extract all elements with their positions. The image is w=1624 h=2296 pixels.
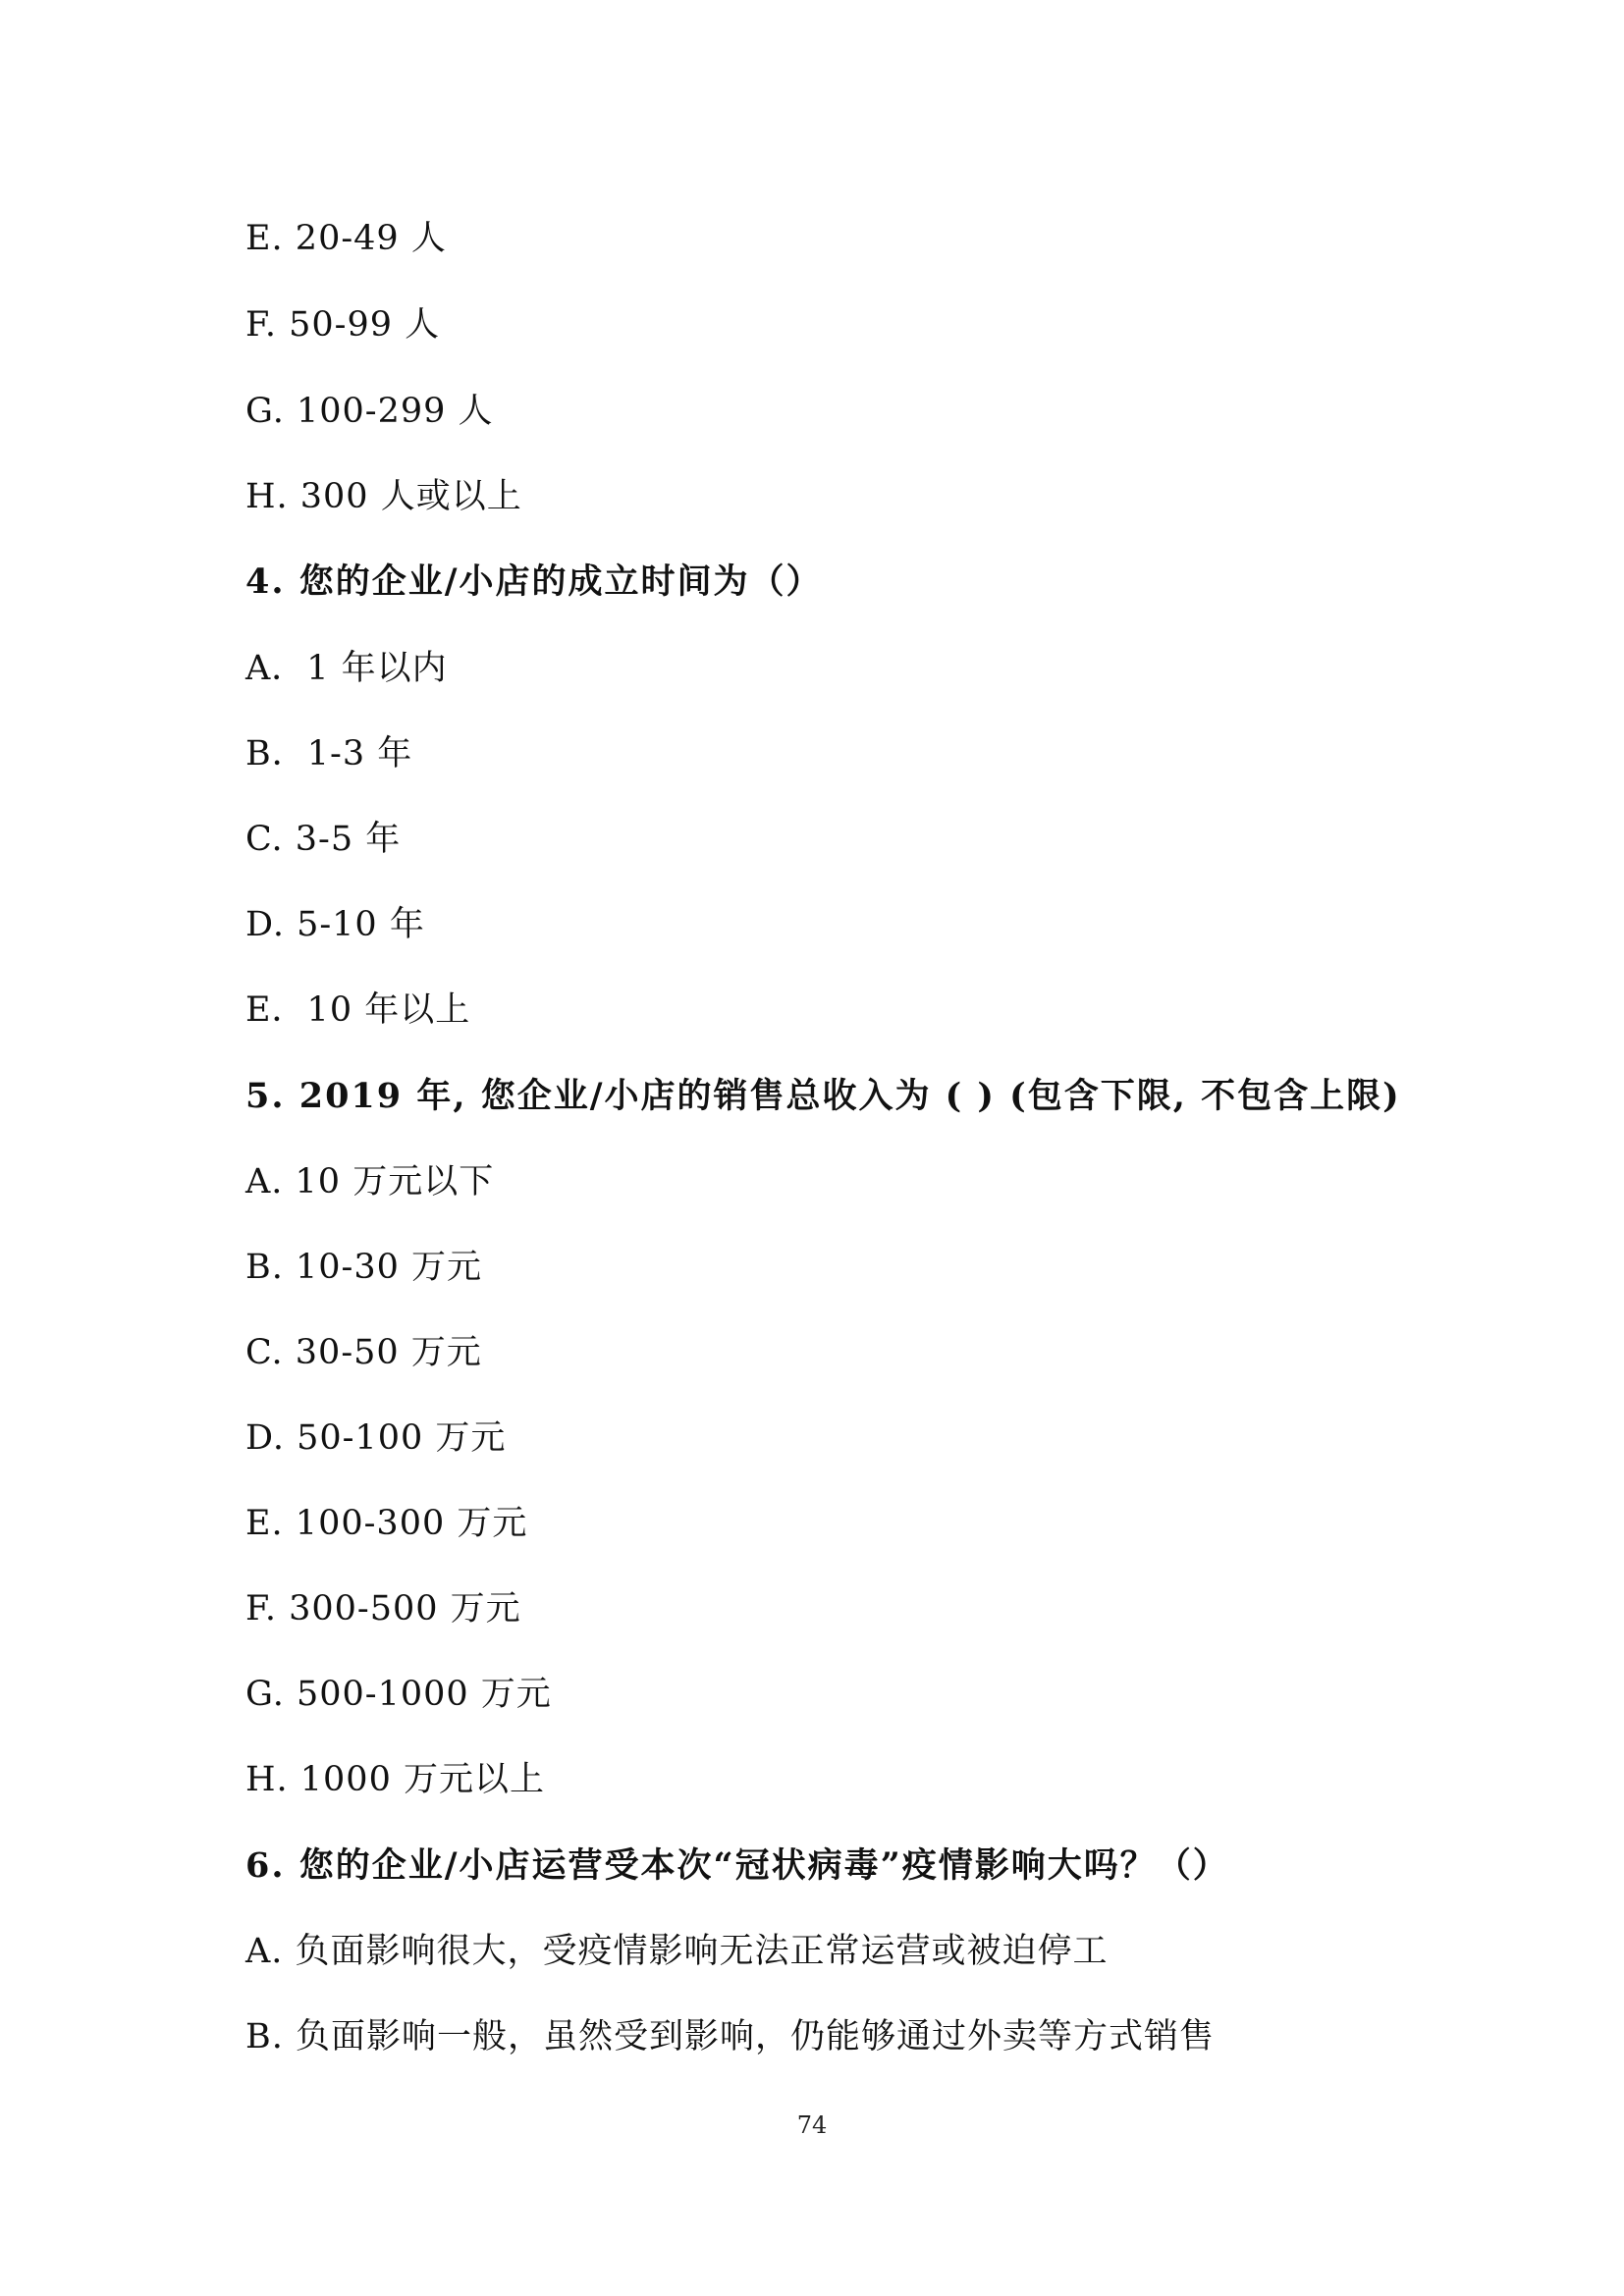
q5-option-g: G. 500-1000 万元 — [245, 1675, 552, 1714]
q5-option-a: A. 10 万元以下 — [245, 1162, 495, 1201]
q3-option-h: H. 300 人或以上 — [245, 477, 522, 516]
q6-option-a: A. 负面影响很大，受疫情影响无法正常运营或被迫停工 — [245, 1932, 1109, 1971]
q5-option-e: E. 100-300 万元 — [245, 1504, 528, 1543]
q5-option-b: B. 10-30 万元 — [245, 1248, 482, 1287]
q4-option-c: C. 3-5 年 — [245, 820, 402, 859]
q5-option-d: D. 50-100 万元 — [245, 1418, 507, 1458]
q4-option-b: B．1-3 年 — [245, 734, 413, 774]
q4-title: 4. 您的企业/小店的成立时间为（） — [245, 561, 823, 602]
q5-option-f: F. 300-500 万元 — [245, 1589, 521, 1629]
q5-option-c: C. 30-50 万元 — [245, 1333, 482, 1372]
q5-option-h: H. 1000 万元以上 — [245, 1760, 545, 1799]
q4-option-e: E．10 年以上 — [245, 990, 471, 1030]
q6-title: 6. 您的企业/小店运营受本次“冠状病毒”疫情影响大吗？（） — [245, 1845, 1229, 1886]
q3-option-f: F. 50-99 人 — [245, 305, 441, 345]
q3-option-e: E. 20-49 人 — [245, 219, 447, 258]
q4-option-a: A．1 年以内 — [245, 649, 448, 688]
q3-option-g: G. 100-299 人 — [245, 392, 494, 431]
q5-title: 5. 2019 年, 您企业/小店的销售总收入为 ( ) (包含下限, 不包含上限) — [245, 1076, 1401, 1116]
page-number: 74 — [796, 2111, 828, 2139]
q6-option-b: B. 负面影响一般，虽然受到影响，仍能够通过外卖等方式销售 — [245, 2017, 1215, 2056]
q4-option-d: D. 5-10 年 — [245, 905, 425, 944]
